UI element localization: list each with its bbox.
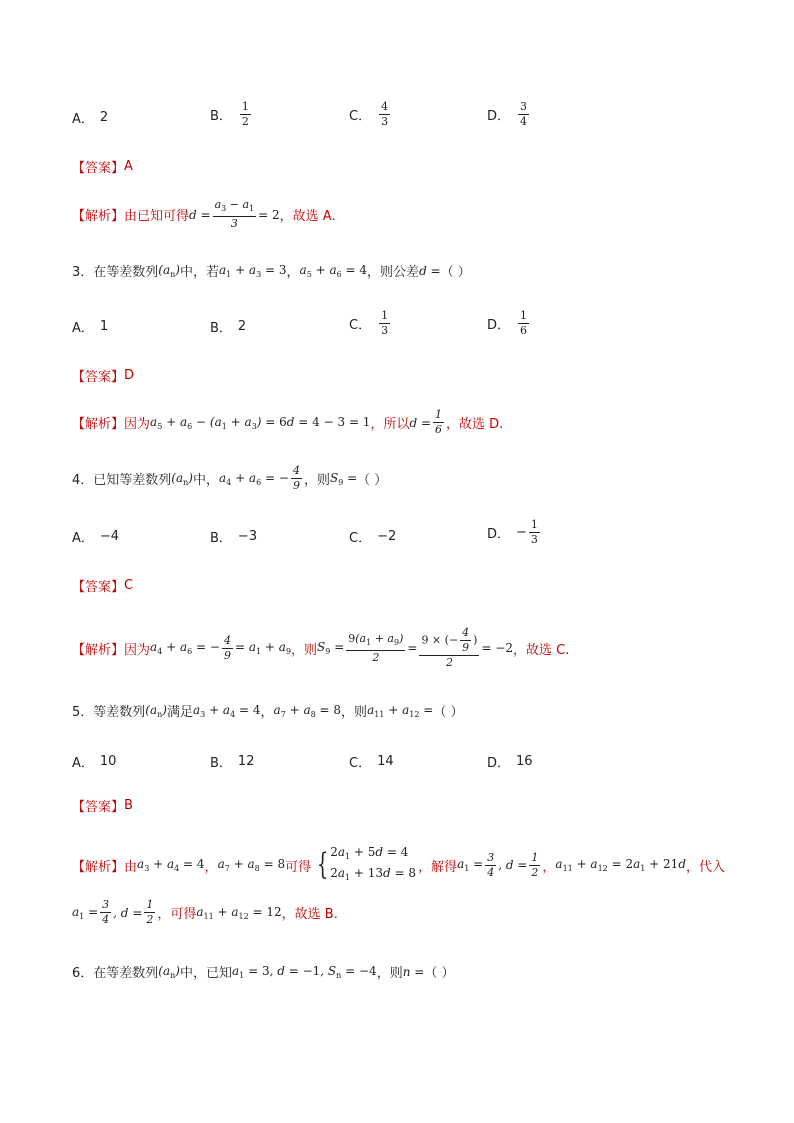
q4-option-b: B． −3 xyxy=(210,529,258,546)
q6-stem: 6． 在等差数列 $(a_n)$ 中，已知 $a_1 = 3$, d = −1, $S_n = -4$ ，则 n = （ ） xyxy=(72,963,455,981)
q3-stem: 3． 在等差数列 $(a_n)$ 中，若 $a_1 + a_3 = 3$ ， $a_5 + a_6 = 4$ ，则公差 d = （ ） xyxy=(72,262,471,280)
equation-system: { $2a_1 + 5d = 4$ $2a_1 + 13d = 8$ xyxy=(316,845,417,882)
q5-answer: 【答案】 B xyxy=(72,798,133,815)
fraction: $\frac{1}{2}$ xyxy=(241,100,249,128)
q5-analysis: 【解析】 由 $a_3 + a_4 = 4$ ， $a_7 + a_8 = 8$ 可得 { $2a_1 + 5d = 4$ $2a_1 + 13d = 8$ ，解得 $a_1$ = $\frac{3}{4}$ , d = $\frac{1}{2}$ ， $a_{11} + a_{12} = 2a_1 + 21d$ ，代入 xyxy=(72,844,725,886)
fraction: $\frac{1}{6}$ xyxy=(520,309,528,337)
q5-option-a: A． 10 xyxy=(72,754,117,771)
q3-option-a: A． 1 xyxy=(72,319,109,336)
fraction: $\frac{1}{2}$ xyxy=(531,850,539,879)
fraction: $\frac{1}{2}$ xyxy=(146,898,154,926)
q2-analysis: 【解析】 由已知可得 d = $\frac{a_3 - a_1}{3}$ = 2 ，故选 A. xyxy=(72,198,336,230)
q5-option-c: C． 14 xyxy=(349,754,394,771)
fraction: $\frac{1}{3}$ xyxy=(381,309,389,337)
answer-blank[interactable]: （ ） xyxy=(424,966,455,981)
q5-option-d: D． 16 xyxy=(487,754,533,771)
q5-option-b: B． 12 xyxy=(210,754,255,771)
fraction: $\frac{1}{6}$ xyxy=(435,408,443,436)
q3-option-c: C． $\frac{1}{3}$ xyxy=(349,309,389,337)
q4-option-c: C． −2 xyxy=(349,529,397,546)
q3-option-d: D． $\frac{1}{6}$ xyxy=(487,309,528,337)
q5-analysis-continued: $a_1$ = $\frac{3}{4}$ , d = $\frac{1}{2}$ ，可得 $a_{11} + a_{12} = 12$ ，故选 B. xyxy=(72,898,338,926)
q3-answer: 【答案】 D xyxy=(72,368,135,385)
fraction: 9 × (− $\frac{4}{9}$ ) 2 xyxy=(421,626,478,669)
fraction: $\frac{a_3 - a_1}{3}$ xyxy=(214,198,255,230)
fraction: $\frac{3}{4}$ xyxy=(520,100,528,128)
fraction: $\frac{9(a_1 + a_9)}{2}$ xyxy=(348,631,404,664)
q2-option-b: B． $\frac{1}{2}$ xyxy=(210,100,249,128)
fraction: $\frac{4}{3}$ xyxy=(381,100,389,128)
q2-option-d: D． $\frac{3}{4}$ xyxy=(487,100,528,128)
q3-option-b: B． 2 xyxy=(210,319,247,336)
fraction: $\frac{1}{3}$ xyxy=(530,518,538,546)
fraction: $\frac{4}{9}$ xyxy=(292,464,300,492)
q4-option-a: A． −4 xyxy=(72,529,120,546)
answer-blank[interactable]: （ ） xyxy=(357,473,388,488)
fraction: $\frac{3}{4}$ xyxy=(102,898,110,926)
fraction: $\frac{4}{9}$ xyxy=(223,633,231,662)
q3-analysis: 【解析】 因为 $a_5 + a_6 - (a_1 + a_3) = 6d = 4 - 3 = 1$ ，所以 d = $\frac{1}{6}$ ，故选 D. xyxy=(72,408,504,436)
answer-blank[interactable]: （ ） xyxy=(440,265,471,280)
q4-option-d: D． − $\frac{1}{3}$ xyxy=(487,518,538,546)
q4-stem: 4． 已知等差数列 $(a_n)$ 中， $a_4 + a_6$ = − $\frac{4}{9}$ ，则 $S_9$ = （ ） xyxy=(72,464,388,492)
q2-option-c: C． $\frac{4}{3}$ xyxy=(349,100,389,128)
q4-answer: 【答案】 C xyxy=(72,578,134,595)
q2-answer: 【答案】 A xyxy=(72,159,133,176)
q4-analysis: 【解析】 因为 $a_4 + a_6$ = − $\frac{4}{9}$ = $a_1 + a_9$ ，则 $S_9$ = $\frac{9(a_1 + a_9)}{2}$ = 9 × (− $\frac{4}{9}$ ) 2 = −2 ，故选 C. xyxy=(72,626,570,669)
fraction: $\frac{3}{4}$ xyxy=(487,850,495,879)
answer-blank[interactable]: （ ） xyxy=(433,705,464,720)
q5-stem: 5． 等差数列 $(a_n)$ 满足 $a_3 + a_4 = 4$ ， $a_7 + a_8 = 8$ ，则 $a_{11} + a_{12}$ = （ ） xyxy=(72,702,464,720)
q2-option-a: A． 2 xyxy=(72,110,109,127)
